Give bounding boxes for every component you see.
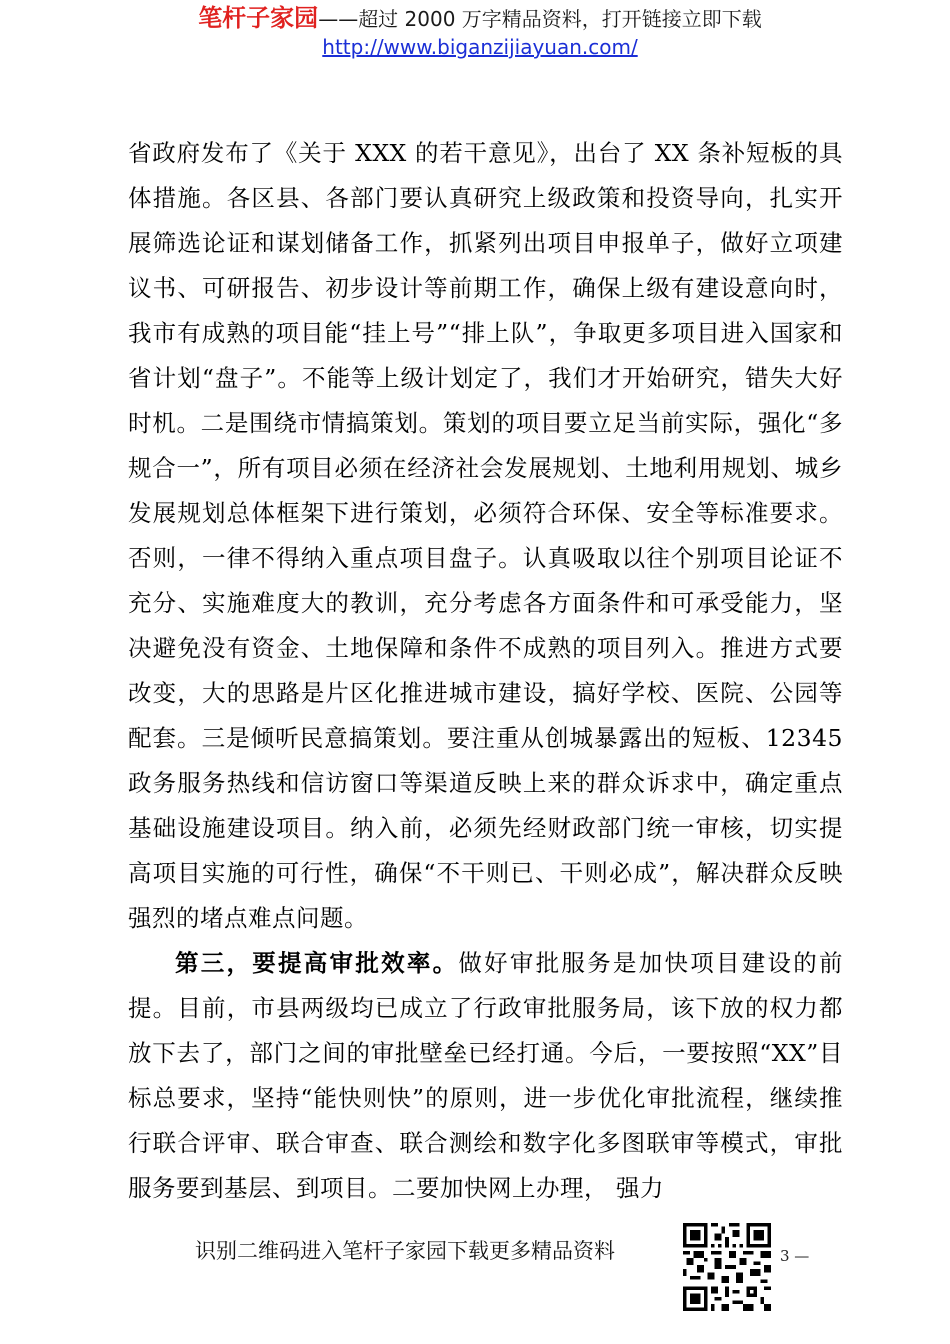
page-number: 3 — <box>780 1247 810 1265</box>
paragraph-1 <box>128 131 843 941</box>
page-header <box>110 4 850 61</box>
header-tagline: ——超过 2000 万字精品资料，打开链接立即下载 <box>318 7 762 31</box>
paragraph-text: 做好审批服务是加快项目建设的前提。目前，市县两级均已成立了行政审批服务局，该下放的权力都放下去了，部门之间的审批壁垒已经打通。今后，一要按照“XX”目标总要求，坚持“能快则快”的原则，进一步优化审批流程，继续推行联合评审、联合审查、联合测绘和数字化多图联审等模式，审批服务要到基层、到项目。二要加快网上办理， 强力 <box>128 949 844 1202</box>
paragraph-2 <box>128 941 843 1211</box>
brand-name: 笔杆子家园 <box>198 4 319 32</box>
document-body <box>128 131 843 1211</box>
paragraph-text: 省政府发布了《关于 XXX 的若干意见》，出台了 XX 条补短板的具体措施。各区县、各部门要认真研究上级政策和投资导向，扎实开展筛选论证和谋划储备工作，抓紧列出项目申报单子，做好立项建议书、可研报告、初步设计等前期工作，确保上级有建设意向时，我市有成熟的项目能“挂上号”“排上队”，争取更多项目进入国家和省计划“盘子”。不能等上级计划定了，我们才开始研究，错失大好时机。二是围绕市情搞策划。策划的项目要立足当前实际，强化“多规合一”，所有项目必须在经济社会发展规划、土地利用规划、城乡发展规划总体框架下进行策划，必须符合环保、安全等标准要求。否则，一律不得纳入重点项目盘子。认真吸取以往个别项目论证不充分、实施难度大的教训，充分考虑各方面条件和可承受能力，坚决避免没有资金、土地保障和条件不成熟的项目列入。推进方式要改变，大的思路是片区化推进城市建设，搞好学校、医院、公园等配套。三是倾听民意搞策划。要注重从创城暴露出的短板、12345 政务服务热线和信访窗口等渠道反映上来的群众诉求中，确定重点基础设施建设项目。纳入前，必须先经财政部门统一审核，切实提高项目实施的可行性，确保“不干则已、干则必成”，解决群众反映强烈的堵点难点问题。 <box>128 139 843 932</box>
download-link[interactable]: http://www.biganzijiayuan.com/ <box>322 35 638 59</box>
paragraph-lead: 第三，要提高审批效率。 <box>175 949 459 977</box>
qr-code-icon[interactable] <box>683 1223 771 1311</box>
footer-note: 识别二维码进入笔杆子家园下载更多精品资料 <box>195 1239 615 1263</box>
